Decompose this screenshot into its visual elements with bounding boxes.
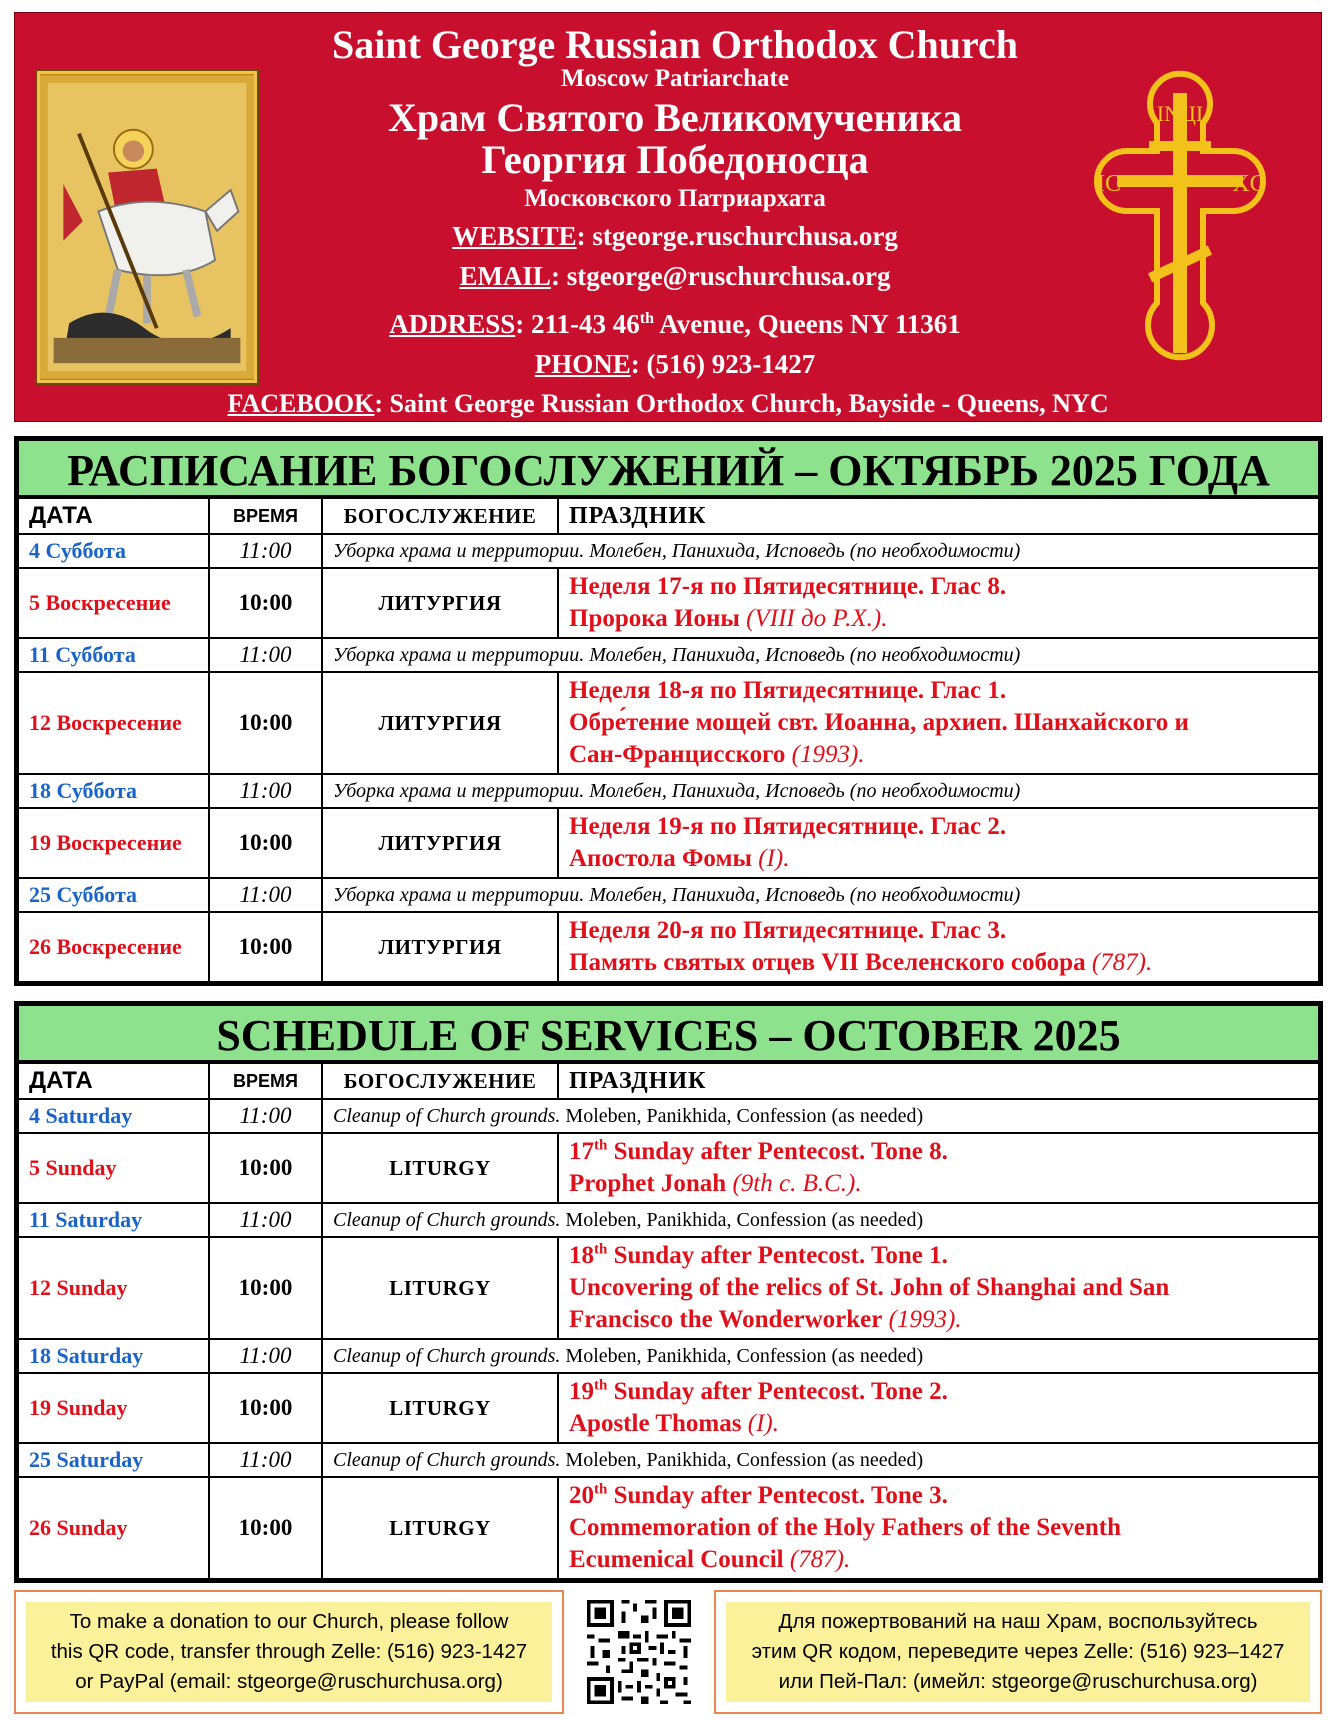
- row-service: LITURGY: [322, 1133, 558, 1203]
- col-header-feast: ПРАЗДНИК: [558, 498, 1319, 534]
- table-row: [18, 1099, 1319, 1133]
- phone-label: PHONE: [534, 349, 631, 379]
- row-time: 11:00: [209, 534, 322, 568]
- table-row: [18, 878, 1319, 912]
- row-date: 19 Sunday: [18, 1373, 209, 1443]
- row-date: 25 Суббота: [18, 878, 209, 912]
- row-time: 11:00: [209, 638, 322, 672]
- table-row: [18, 672, 1319, 774]
- row-feast: 20th Sunday after Pentecost. Tone 3. Commemoration of the Holy Fathers of the Seventh Ecumenical Council (787).: [558, 1477, 1319, 1579]
- row-date: 19 Воскресение: [18, 808, 209, 878]
- row-date: 26 Sunday: [18, 1477, 209, 1579]
- row-time: 11:00: [209, 1443, 322, 1477]
- table-row: [18, 1477, 1319, 1579]
- row-service: LITURGY: [322, 1373, 558, 1443]
- row-date: 5 Воскресение: [18, 568, 209, 638]
- table-row: [18, 808, 1319, 878]
- patriarchate-en: Moscow Patriarchate: [561, 65, 789, 92]
- donation-box-ru: [714, 1590, 1322, 1714]
- saint-george-icon: [37, 71, 257, 383]
- address-line: ADDRESS: 211-43 46th Avenue, Queens NY 11361: [389, 309, 961, 339]
- col-header-service: БОГОСЛУЖЕНИЕ: [322, 498, 558, 534]
- row-service: LITURGY: [322, 1477, 558, 1579]
- row-service: ЛИТУРГИЯ: [322, 672, 558, 774]
- facebook-line: FACEBOOK: Saint George Russian Orthodox Church, Bayside - Queens, NYC: [227, 389, 1109, 418]
- donation-text-ru: Для пожертвований на наш Храм, воспользуйтесь этим QR кодом, переведите через Zelle: (516) 923–1427 или Пей-Пал: (имейл: stgeorge@ruschurchusa.org): [726, 1602, 1310, 1702]
- row-time: 10:00: [209, 1237, 322, 1339]
- website-line: WEBSITE: stgeorge.ruschurchusa.org: [452, 221, 898, 251]
- row-cleanup: Уборка храма и территории. Молебен, Панихида, Исповедь (по необходимости): [322, 638, 1319, 672]
- row-feast: 18th Sunday after Pentecost. Tone 1. Uncovering of the relics of St. John of Shanghai and San Francisco the Wonderworker (1993).: [558, 1237, 1319, 1339]
- row-service: ЛИТУРГИЯ: [322, 912, 558, 982]
- col-header-date: ДАТА: [18, 1063, 209, 1099]
- table-row: [18, 1203, 1319, 1237]
- orthodox-cross-icon: [1065, 63, 1295, 393]
- col-header-time: ВРЕМЯ: [209, 1063, 322, 1099]
- table-row: [18, 1133, 1319, 1203]
- qr-code-icon[interactable]: [583, 1596, 695, 1708]
- row-feast: Неделя 18-я по Пятидесятнице. Глас 1. Обре́тение мощей свт. Иоанна, архиеп. Шанхайского и Сан-Францисского (1993).: [558, 672, 1319, 774]
- email-line: EMAIL: stgeorge@ruschurchusa.org: [459, 261, 891, 291]
- church-name-en: Saint George Russian Orthodox Church: [331, 22, 1018, 67]
- schedule-title-ru: РАСПИСАНИЕ БОГОСЛУЖЕНИЙ – ОКТЯБРЬ 2025 ГОДА: [17, 439, 1320, 497]
- church-name-ru-line1: Храм Святого Великомученика: [387, 95, 963, 140]
- table-row: [18, 1237, 1319, 1339]
- row-date: 12 Sunday: [18, 1237, 209, 1339]
- address-value: 211-43 46th Avenue, Queens NY 11361: [531, 309, 961, 339]
- row-cleanup: Уборка храма и территории. Молебен, Панихида, Исповедь (по необходимости): [322, 534, 1319, 568]
- row-time: 10:00: [209, 1133, 322, 1203]
- row-cleanup: Cleanup of Church grounds. Moleben, Panikhida, Confession (as needed): [322, 1443, 1319, 1477]
- row-time: 11:00: [209, 878, 322, 912]
- row-cleanup: Уборка храма и территории. Молебен, Панихида, Исповедь (по необходимости): [322, 774, 1319, 808]
- row-date: 11 Saturday: [18, 1203, 209, 1237]
- row-date: 12 Воскресение: [18, 672, 209, 774]
- row-feast: Неделя 20-я по Пятидесятнице. Глас 3. Память святых отцев VII Вселенского собора (787).: [558, 912, 1319, 982]
- row-feast: Неделя 19-я по Пятидесятнице. Глас 2. Апостола Фомы (I).: [558, 808, 1319, 878]
- website-label: WEBSITE: [452, 221, 577, 251]
- website-link[interactable]: stgeorge.ruschurchusa.org: [592, 221, 898, 251]
- row-date: 4 Суббота: [18, 534, 209, 568]
- row-date: 25 Saturday: [18, 1443, 209, 1477]
- row-time: 10:00: [209, 808, 322, 878]
- table-row: [18, 1443, 1319, 1477]
- row-date: 4 Saturday: [18, 1099, 209, 1133]
- table-header-row: [18, 1063, 1319, 1099]
- col-header-feast: ПРАЗДНИК: [558, 1063, 1319, 1099]
- row-cleanup: Уборка храма и территории. Молебен, Панихида, Исповедь (по необходимости): [322, 878, 1319, 912]
- row-feast: Неделя 17-я по Пятидесятнице. Глас 8. Пророка Ионы (VIII до Р.Х.).: [558, 568, 1319, 638]
- address-label: ADDRESS: [389, 309, 516, 339]
- row-time: 10:00: [209, 672, 322, 774]
- row-date: 26 Воскресение: [18, 912, 209, 982]
- table-row: [18, 638, 1319, 672]
- row-service: ЛИТУРГИЯ: [322, 568, 558, 638]
- table-header-row: [18, 498, 1319, 534]
- cross-inscription-top: INЦI: [1156, 101, 1204, 126]
- schedule-table-ru: [17, 497, 1320, 983]
- row-cleanup: Cleanup of Church grounds. Moleben, Panikhida, Confession (as needed): [322, 1099, 1319, 1133]
- table-row: [18, 774, 1319, 808]
- row-date: 11 Суббота: [18, 638, 209, 672]
- patriarchate-ru: Московского Патриархата: [524, 185, 826, 212]
- row-feast: 19th Sunday after Pentecost. Tone 2. Apostle Thomas (I).: [558, 1373, 1319, 1443]
- row-time: 10:00: [209, 912, 322, 982]
- phone-link[interactable]: (516) 923-1427: [646, 349, 816, 379]
- cross-inscription-right: XC: [1232, 171, 1266, 197]
- row-date: 18 Saturday: [18, 1339, 209, 1373]
- col-header-date: ДАТА: [18, 498, 209, 534]
- table-row: [18, 1373, 1319, 1443]
- table-row: [18, 568, 1319, 638]
- email-link[interactable]: stgeorge@ruschurchusa.org: [566, 261, 891, 291]
- phone-line: PHONE: (516) 923-1427: [534, 349, 816, 379]
- row-time: 10:00: [209, 1477, 322, 1579]
- row-service: LITURGY: [322, 1237, 558, 1339]
- col-header-time: ВРЕМЯ: [209, 498, 322, 534]
- row-date: 5 Sunday: [18, 1133, 209, 1203]
- row-time: 11:00: [209, 1099, 322, 1133]
- col-header-service: БОГОСЛУЖЕНИЕ: [322, 1063, 558, 1099]
- row-time: 10:00: [209, 568, 322, 638]
- row-service: ЛИТУРГИЯ: [322, 808, 558, 878]
- cross-inscription-left: IC: [1097, 171, 1121, 197]
- table-row: [18, 534, 1319, 568]
- table-row: [18, 1339, 1319, 1373]
- schedule-title-en: SCHEDULE OF SERVICES – OCTOBER 2025: [17, 1004, 1320, 1062]
- schedule-russian: [14, 436, 1323, 986]
- row-time: 10:00: [209, 1373, 322, 1443]
- facebook-link[interactable]: Saint George Russian Orthodox Church, Bayside - Queens, NYC: [389, 389, 1109, 418]
- donation-text-en: To make a donation to our Church, please follow this QR code, transfer through Zelle: (516) 923-1427 or PayPal (email: stgeorge@ruschurchusa.org): [26, 1602, 552, 1702]
- church-header: [14, 12, 1322, 422]
- row-time: 11:00: [209, 774, 322, 808]
- row-time: 11:00: [209, 1339, 322, 1373]
- schedule-english: [14, 1001, 1323, 1583]
- table-row: [18, 912, 1319, 982]
- row-cleanup: Cleanup of Church grounds. Moleben, Panikhida, Confession (as needed): [322, 1339, 1319, 1373]
- facebook-label: FACEBOOK: [227, 389, 375, 418]
- row-feast: 17th Sunday after Pentecost. Tone 8. Prophet Jonah (9th c. B.C.).: [558, 1133, 1319, 1203]
- schedule-table-en: [17, 1062, 1320, 1580]
- donation-box-en: [14, 1590, 564, 1714]
- row-date: 18 Суббота: [18, 774, 209, 808]
- row-cleanup: Cleanup of Church grounds. Moleben, Panikhida, Confession (as needed): [322, 1203, 1319, 1237]
- row-time: 11:00: [209, 1203, 322, 1237]
- email-label: EMAIL: [459, 261, 551, 291]
- church-name-ru-line2: Георгия Победоносца: [481, 137, 869, 182]
